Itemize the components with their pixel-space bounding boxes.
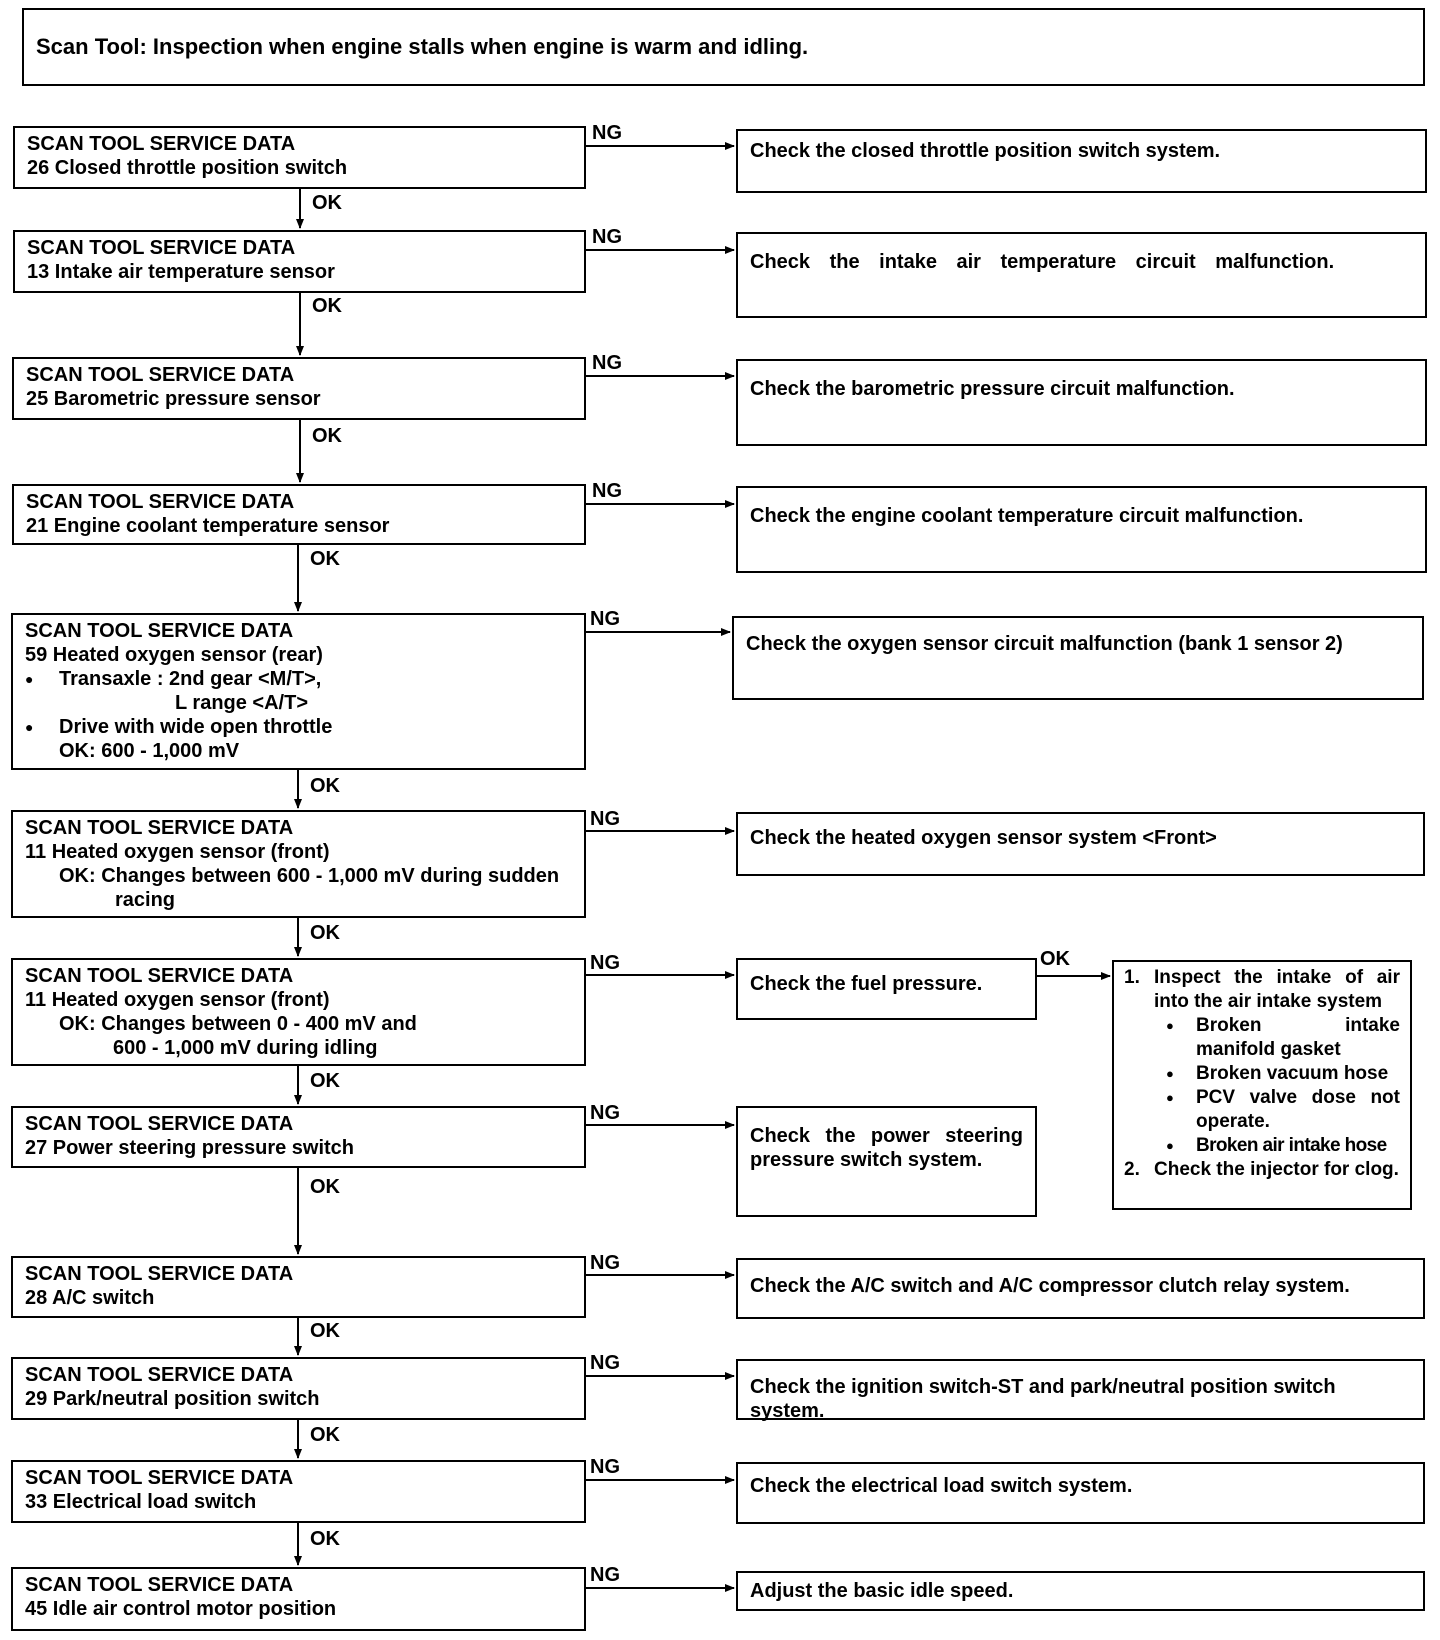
fuel-ok-item-2-number: 2. (1124, 1159, 1140, 1180)
ok-label: OK (310, 1320, 340, 1342)
step-header: SCAN TOOL SERVICE DATA (26, 491, 295, 513)
step-header: SCAN TOOL SERVICE DATA (25, 620, 294, 642)
step-ok-criteria: OK: Changes between 0 - 400 mV and (59, 1013, 417, 1035)
ok-label: OK (310, 1176, 340, 1198)
step-item: 13 Intake air temperature sensor (27, 261, 335, 283)
step-condition: ● Transaxle : 2nd gear <M/T>, (25, 667, 572, 691)
ng-label: NG (590, 808, 620, 830)
ok-label: OK (312, 295, 342, 317)
ok-label: OK (310, 922, 340, 944)
step-item: 28 A/C switch (25, 1287, 155, 1309)
step-header: SCAN TOOL SERVICE DATA (25, 1574, 294, 1596)
ng-label: NG (590, 952, 620, 974)
step-box-6 (11, 810, 586, 918)
ok-label: OK (312, 425, 342, 447)
action-text: Check the ignition switch-ST and park/neutral position switch system. (750, 1376, 1336, 1422)
action-text: Check the power steering pressure switch system. (750, 1125, 1023, 1171)
step-box-1 (13, 126, 586, 189)
step-item: 25 Barometric pressure sensor (26, 388, 321, 410)
action-box-10 (736, 1359, 1425, 1420)
ng-label: NG (590, 608, 620, 630)
ok-label: OK (310, 1070, 340, 1092)
step-condition: ● Drive with wide open throttle (25, 715, 572, 739)
step-ok-criteria-cont: 600 - 1,000 mV during idling (113, 1037, 378, 1059)
fuel-ok-subitem: ● Broken vacuum hose (1124, 1062, 1400, 1086)
action-text: Check the fuel pressure. (750, 973, 983, 995)
fuel-ok-item-1-text: Inspect the intake of air into the air intake system (1154, 967, 1400, 1012)
step-header: SCAN TOOL SERVICE DATA (26, 364, 295, 386)
step-box-10 (11, 1357, 586, 1420)
action-text: Check the closed throttle position switch system. (750, 140, 1221, 162)
ok-label: OK (1040, 948, 1070, 970)
fuel-ok-subitem: ● PCV valve dose not operate. (1124, 1086, 1400, 1134)
step-item: 21 Engine coolant temperature sensor (26, 515, 390, 537)
fuel-ok-box (1112, 960, 1412, 1210)
step-header: SCAN TOOL SERVICE DATA (25, 1364, 294, 1386)
step-item: 59 Heated oxygen sensor (rear) (25, 644, 323, 666)
ok-label: OK (310, 1424, 340, 1446)
action-box-1 (736, 129, 1427, 193)
step-item: 27 Power steering pressure switch (25, 1137, 355, 1159)
ng-label: NG (590, 1352, 620, 1374)
fuel-ok-item-1 (1124, 966, 1400, 1014)
action-text: Check the intake air temperature circuit malfunction. (750, 251, 1335, 273)
step-item: 45 Idle air control motor position (25, 1598, 337, 1620)
ng-label: NG (592, 122, 622, 144)
action-box-12 (736, 1571, 1425, 1611)
ng-label: NG (592, 352, 622, 374)
step-box-12 (11, 1567, 586, 1631)
ok-label: OK (310, 548, 340, 570)
step-box-3 (12, 357, 586, 420)
step-condition-cont: L range <A/T> (175, 692, 309, 714)
ng-label: NG (590, 1564, 620, 1586)
action-text: Check the barometric pressure circuit malfunction. (750, 378, 1235, 400)
step-header: SCAN TOOL SERVICE DATA (25, 1263, 294, 1285)
action-text: Check the A/C switch and A/C compressor clutch relay system. (750, 1275, 1350, 1297)
step-header: SCAN TOOL SERVICE DATA (25, 965, 294, 987)
action-text: Check the oxygen sensor circuit malfunction (bank 1 sensor 2) (746, 633, 1343, 655)
action-box-5 (732, 616, 1424, 700)
step-ok-criteria-cont: racing (115, 889, 176, 911)
ng-label: NG (592, 480, 622, 502)
action-box-3 (736, 359, 1427, 446)
step-header: SCAN TOOL SERVICE DATA (27, 237, 296, 259)
action-box-6 (736, 812, 1425, 876)
ok-label: OK (312, 192, 342, 214)
ng-label: NG (592, 226, 622, 248)
page-title-text: Scan Tool: Inspection when engine stalls when engine is warm and idling. (36, 34, 809, 59)
action-box-11 (736, 1462, 1425, 1524)
fuel-ok-item-2-text: Check the injector for clog. (1154, 1159, 1399, 1180)
fuel-ok-subitem: ● Broken intake manifold gasket (1124, 1014, 1400, 1062)
ok-label: OK (310, 1528, 340, 1550)
step-box-7 (11, 958, 586, 1066)
step-ok-criteria: OK: Changes between 600 - 1,000 mV during sudden (59, 865, 560, 887)
fuel-ok-item-2 (1124, 1158, 1400, 1182)
action-text: Check the electrical load switch system. (750, 1475, 1133, 1497)
step-ok-criteria: OK: 600 - 1,000 mV (59, 740, 240, 762)
step-box-9 (11, 1256, 586, 1318)
fuel-ok-subitem: ● Broken air intake hose (1124, 1134, 1400, 1158)
fuel-ok-item-1-number: 1. (1124, 967, 1140, 988)
step-box-11 (11, 1460, 586, 1523)
step-header: SCAN TOOL SERVICE DATA (25, 817, 294, 839)
step-box-8 (11, 1106, 586, 1168)
step-header: SCAN TOOL SERVICE DATA (25, 1113, 294, 1135)
step-box-4 (12, 484, 586, 545)
action-box-9 (736, 1258, 1425, 1319)
ng-label: NG (590, 1456, 620, 1478)
action-box-2 (736, 232, 1427, 318)
step-item: 33 Electrical load switch (25, 1491, 257, 1513)
step-box-5 (11, 613, 586, 770)
step-item: 11 Heated oxygen sensor (front) (25, 841, 330, 863)
ng-label: NG (590, 1102, 620, 1124)
step-item: 11 Heated oxygen sensor (front) (25, 989, 330, 1011)
action-box-7 (736, 958, 1037, 1020)
ng-label: NG (590, 1252, 620, 1274)
action-text: Check the heated oxygen sensor system <Front> (750, 827, 1217, 849)
action-text: Adjust the basic idle speed. (750, 1580, 1014, 1602)
step-header: SCAN TOOL SERVICE DATA (27, 133, 296, 155)
action-box-8 (736, 1106, 1037, 1217)
step-item: 29 Park/neutral position switch (25, 1388, 320, 1410)
step-header: SCAN TOOL SERVICE DATA (25, 1467, 294, 1489)
action-text: Check the engine coolant temperature circuit malfunction. (750, 505, 1304, 527)
step-box-2 (13, 230, 586, 293)
ok-label: OK (310, 775, 340, 797)
action-box-4 (736, 486, 1427, 573)
step-item: 26 Closed throttle position switch (27, 157, 348, 179)
